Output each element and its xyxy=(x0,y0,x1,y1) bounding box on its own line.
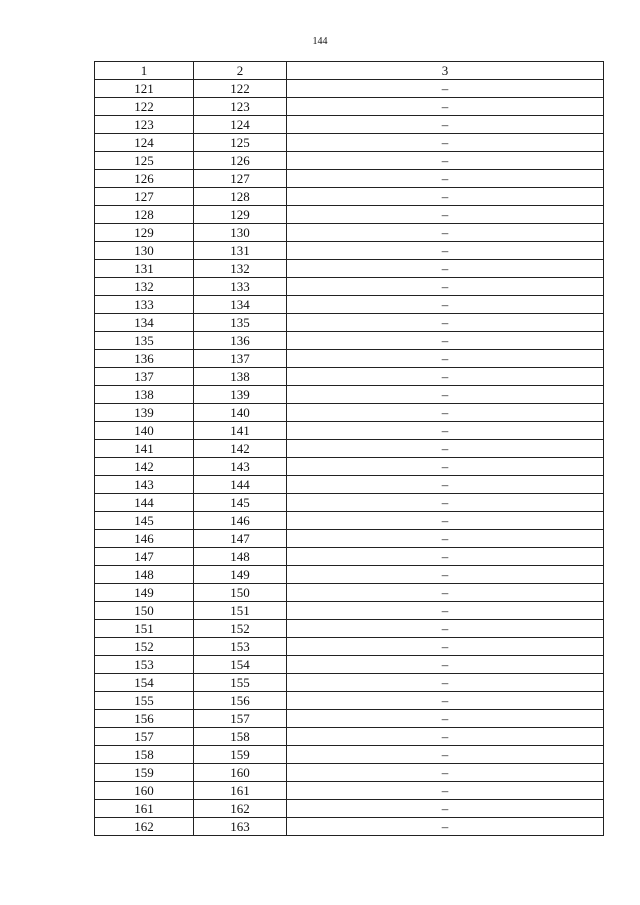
table-cell-col3: – xyxy=(287,548,604,566)
table-cell-col2: 154 xyxy=(194,656,287,674)
table-cell-col3: – xyxy=(287,584,604,602)
table-row xyxy=(95,332,604,350)
page-number: 144 xyxy=(312,36,328,47)
table-cell-col2: 152 xyxy=(194,620,287,638)
table-cell-col2: 130 xyxy=(194,224,287,242)
table-cell-col3: – xyxy=(287,638,604,656)
table-cell-col2: 129 xyxy=(194,206,287,224)
table-row xyxy=(95,818,604,836)
table-row xyxy=(95,530,604,548)
table-cell-col2: 148 xyxy=(194,548,287,566)
table-cell-col3: – xyxy=(287,242,604,260)
table-cell-col3: – xyxy=(287,350,604,368)
table-cell-col1: 130 xyxy=(95,242,194,260)
table-cell-col1: 123 xyxy=(95,116,194,134)
table-cell-col1: 132 xyxy=(95,278,194,296)
table-cell-col1: 151 xyxy=(95,620,194,638)
table-cell-col1: 148 xyxy=(95,566,194,584)
table-row xyxy=(95,206,604,224)
table-row xyxy=(95,566,604,584)
table-cell-col3: – xyxy=(287,224,604,242)
table-cell-col1: 144 xyxy=(95,494,194,512)
table-cell-col1: 131 xyxy=(95,260,194,278)
table-cell-col3: – xyxy=(287,386,604,404)
table-cell-col3: – xyxy=(287,98,604,116)
table-cell-col1: 149 xyxy=(95,584,194,602)
table-cell-col2: 125 xyxy=(194,134,287,152)
table-cell-col2: 133 xyxy=(194,278,287,296)
table-cell-col2: 141 xyxy=(194,422,287,440)
table-cell-col1: 154 xyxy=(95,674,194,692)
table-cell-col2: 160 xyxy=(194,764,287,782)
table-cell-col1: 137 xyxy=(95,368,194,386)
table-cell-col2: 147 xyxy=(194,530,287,548)
table-row xyxy=(95,368,604,386)
table-row xyxy=(95,116,604,134)
table-row xyxy=(95,782,604,800)
table-cell-col1: 146 xyxy=(95,530,194,548)
table-row xyxy=(95,242,604,260)
table-row xyxy=(95,404,604,422)
table-row xyxy=(95,656,604,674)
table-cell-col1: 127 xyxy=(95,188,194,206)
table-cell-col3: – xyxy=(287,494,604,512)
table-cell-col3: – xyxy=(287,314,604,332)
table-cell-col1: 158 xyxy=(95,746,194,764)
table-cell-col1: 145 xyxy=(95,512,194,530)
table-cell-col2: 146 xyxy=(194,512,287,530)
table-cell-col2: 144 xyxy=(194,476,287,494)
table-cell-col3: – xyxy=(287,152,604,170)
table-cell-col1: 156 xyxy=(95,710,194,728)
table-row xyxy=(95,800,604,818)
table-row xyxy=(95,512,604,530)
table-cell-col1: 161 xyxy=(95,800,194,818)
table-cell-col3: – xyxy=(287,422,604,440)
table-row xyxy=(95,350,604,368)
table-cell-col1: 121 xyxy=(95,80,194,98)
table-cell-col3: – xyxy=(287,440,604,458)
table-row xyxy=(95,260,604,278)
table-cell-col1: 122 xyxy=(95,98,194,116)
table-row xyxy=(95,692,604,710)
table-cell-col1: 155 xyxy=(95,692,194,710)
table-row xyxy=(95,728,604,746)
table-cell-col3: – xyxy=(287,728,604,746)
table-row xyxy=(95,746,604,764)
table-cell-col1: 136 xyxy=(95,350,194,368)
table-cell-col2: 124 xyxy=(194,116,287,134)
table-cell-col1: 153 xyxy=(95,656,194,674)
table-cell-col3: – xyxy=(287,764,604,782)
table-row xyxy=(95,710,604,728)
table-cell-col1: 157 xyxy=(95,728,194,746)
table-cell-col2: 136 xyxy=(194,332,287,350)
table-cell-col2: 132 xyxy=(194,260,287,278)
table-body xyxy=(95,80,604,836)
table-cell-col2: 135 xyxy=(194,314,287,332)
table-cell-col1: 159 xyxy=(95,764,194,782)
table-cell-col2: 128 xyxy=(194,188,287,206)
table-row xyxy=(95,602,604,620)
table-cell-col3: – xyxy=(287,206,604,224)
table-cell-col1: 162 xyxy=(95,818,194,836)
table-cell-col3: – xyxy=(287,116,604,134)
data-table xyxy=(94,61,604,836)
table-row xyxy=(95,638,604,656)
column-header-3: 3 xyxy=(287,62,604,80)
table-row xyxy=(95,584,604,602)
table-cell-col1: 160 xyxy=(95,782,194,800)
table-cell-col2: 131 xyxy=(194,242,287,260)
table-cell-col1: 147 xyxy=(95,548,194,566)
table-cell-col2: 159 xyxy=(194,746,287,764)
table-cell-col1: 138 xyxy=(95,386,194,404)
table-cell-col2: 158 xyxy=(194,728,287,746)
column-header-2: 2 xyxy=(194,62,287,80)
table-cell-col3: – xyxy=(287,404,604,422)
table-cell-col2: 134 xyxy=(194,296,287,314)
table-cell-col3: – xyxy=(287,188,604,206)
table-row xyxy=(95,494,604,512)
table-cell-col3: – xyxy=(287,530,604,548)
table-cell-col2: 122 xyxy=(194,80,287,98)
table-row xyxy=(95,170,604,188)
table-cell-col2: 157 xyxy=(194,710,287,728)
table-row xyxy=(95,476,604,494)
table-cell-col2: 138 xyxy=(194,368,287,386)
table-cell-col2: 153 xyxy=(194,638,287,656)
table-row xyxy=(95,764,604,782)
table-row xyxy=(95,278,604,296)
table-cell-col2: 123 xyxy=(194,98,287,116)
table-header xyxy=(95,62,604,80)
table-cell-col1: 139 xyxy=(95,404,194,422)
table-cell-col1: 142 xyxy=(95,458,194,476)
table-cell-col1: 125 xyxy=(95,152,194,170)
table-cell-col3: – xyxy=(287,278,604,296)
table-cell-col3: – xyxy=(287,512,604,530)
table-row xyxy=(95,134,604,152)
table-cell-col3: – xyxy=(287,134,604,152)
table-cell-col3: – xyxy=(287,674,604,692)
table-cell-col3: – xyxy=(287,476,604,494)
table-cell-col2: 163 xyxy=(194,818,287,836)
table-cell-col3: – xyxy=(287,620,604,638)
table-cell-col2: 155 xyxy=(194,674,287,692)
table-row xyxy=(95,548,604,566)
table-cell-col1: 152 xyxy=(95,638,194,656)
table-cell-col3: – xyxy=(287,800,604,818)
table-cell-col2: 140 xyxy=(194,404,287,422)
table-cell-col3: – xyxy=(287,602,604,620)
table-cell-col2: 150 xyxy=(194,584,287,602)
table-cell-col1: 133 xyxy=(95,296,194,314)
table-row xyxy=(95,440,604,458)
header-row xyxy=(95,62,604,80)
table-cell-col1: 141 xyxy=(95,440,194,458)
table-cell-col1: 124 xyxy=(95,134,194,152)
table-row xyxy=(95,224,604,242)
table-cell-col1: 143 xyxy=(95,476,194,494)
table-cell-col1: 140 xyxy=(95,422,194,440)
table-row xyxy=(95,314,604,332)
table-cell-col2: 149 xyxy=(194,566,287,584)
table-cell-col2: 126 xyxy=(194,152,287,170)
table-cell-col2: 139 xyxy=(194,386,287,404)
table-cell-col1: 128 xyxy=(95,206,194,224)
table-cell-col3: – xyxy=(287,296,604,314)
table-cell-col3: – xyxy=(287,566,604,584)
table-row xyxy=(95,422,604,440)
table-row xyxy=(95,458,604,476)
table-cell-col2: 145 xyxy=(194,494,287,512)
table-row xyxy=(95,674,604,692)
table-cell-col2: 127 xyxy=(194,170,287,188)
table-cell-col2: 137 xyxy=(194,350,287,368)
table-cell-col1: 126 xyxy=(95,170,194,188)
table-cell-col2: 142 xyxy=(194,440,287,458)
table-cell-col2: 162 xyxy=(194,800,287,818)
table-cell-col3: – xyxy=(287,368,604,386)
table-row xyxy=(95,386,604,404)
table-cell-col3: – xyxy=(287,458,604,476)
table-row xyxy=(95,152,604,170)
table-row xyxy=(95,296,604,314)
table-row xyxy=(95,188,604,206)
table-cell-col2: 143 xyxy=(194,458,287,476)
table-cell-col3: – xyxy=(287,260,604,278)
table-cell-col3: – xyxy=(287,80,604,98)
table-cell-col1: 129 xyxy=(95,224,194,242)
table-cell-col3: – xyxy=(287,656,604,674)
table-cell-col3: – xyxy=(287,332,604,350)
table-cell-col3: – xyxy=(287,746,604,764)
table-cell-col3: – xyxy=(287,710,604,728)
table-cell-col3: – xyxy=(287,170,604,188)
table-cell-col3: – xyxy=(287,782,604,800)
table-cell-col1: 150 xyxy=(95,602,194,620)
table-row xyxy=(95,620,604,638)
table-cell-col1: 134 xyxy=(95,314,194,332)
column-header-1: 1 xyxy=(95,62,194,80)
table-cell-col3: – xyxy=(287,692,604,710)
table-cell-col2: 161 xyxy=(194,782,287,800)
table-cell-col1: 135 xyxy=(95,332,194,350)
table-row xyxy=(95,98,604,116)
table-row xyxy=(95,80,604,98)
table-cell-col2: 151 xyxy=(194,602,287,620)
table-cell-col3: – xyxy=(287,818,604,836)
table-cell-col2: 156 xyxy=(194,692,287,710)
